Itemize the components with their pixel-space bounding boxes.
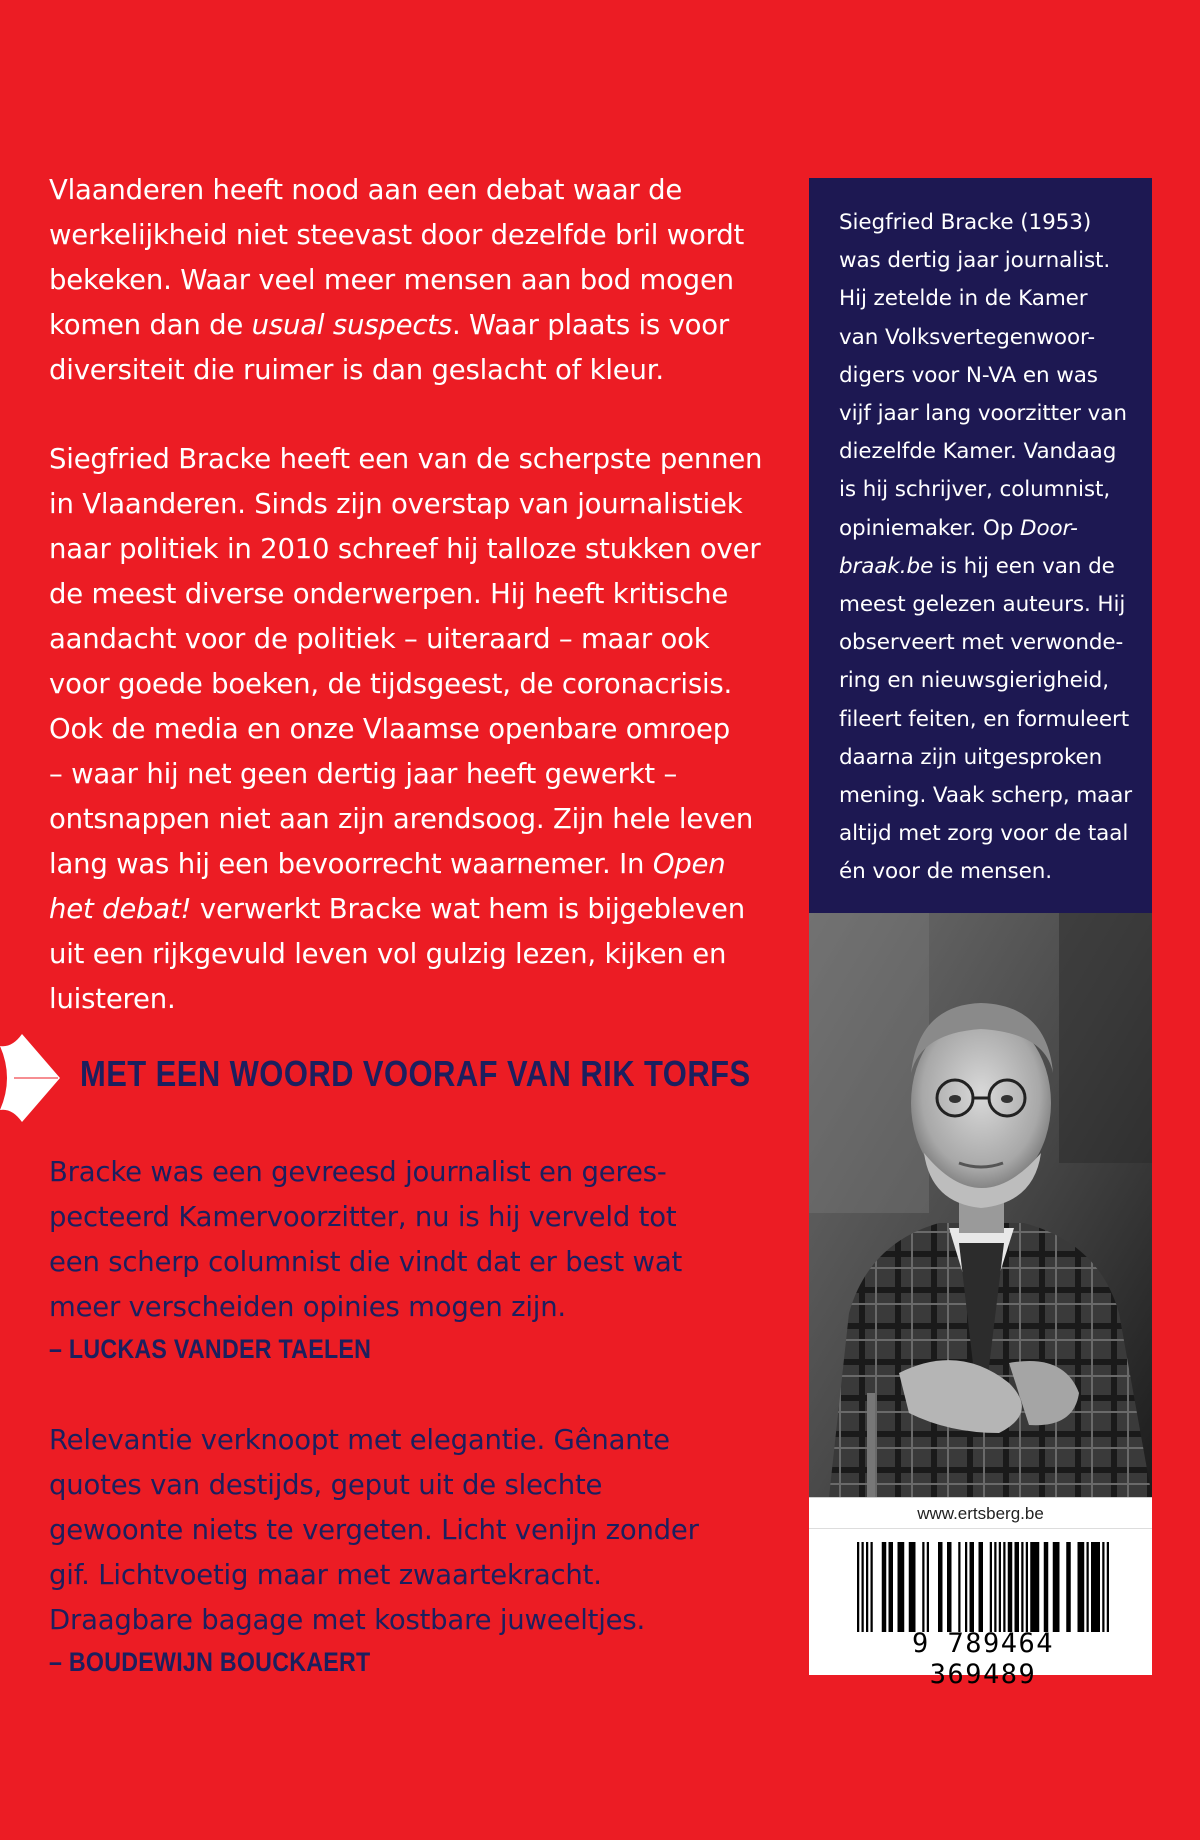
barcode-bar — [1091, 1542, 1100, 1632]
bio-line-14: daarna zijn uitgesproken — [839, 744, 1103, 770]
intro-line-4: diversiteit die ruimer is dan geslacht of kleur. — [49, 354, 664, 386]
foreword-heading: MET EEN WOORD VOORAF VAN RIK TORFS — [80, 1053, 751, 1094]
barcode-bar — [970, 1542, 975, 1632]
intro-paragraph — [49, 168, 769, 393]
description-line-3: de meest diverse onderwerpen. Hij heeft kritische — [49, 578, 729, 610]
bio-line-8: opiniemaker. Op Door- — [839, 515, 1078, 541]
bio-line-16: altijd met zorg voor de taal — [839, 821, 1129, 847]
barcode-bar — [889, 1542, 894, 1632]
barcode-bar — [927, 1542, 929, 1632]
barcode-bar — [994, 1542, 996, 1632]
barcode-bar — [979, 1542, 984, 1632]
main-column — [49, 168, 769, 1022]
description-line-5: voor goede boeken, de tijdsgeest, de coronacrisis. — [49, 668, 733, 700]
barcode-bar — [990, 1542, 992, 1632]
barcode-bar — [999, 1542, 1001, 1632]
bio-line-10: meest gelezen auteurs. Hij — [839, 592, 1126, 618]
description-line-2: naar politiek in 2010 schreef hij talloze stukken over — [49, 533, 761, 565]
isbn-barcode — [857, 1542, 1109, 1632]
barcode-bar — [965, 1542, 967, 1632]
barcode-bar — [862, 1542, 864, 1632]
sidebar-column — [809, 178, 1152, 1690]
barcode-bar — [857, 1542, 859, 1632]
quote-1-line-4: Draagbare bagage met kostbare juweeltjes. — [49, 1604, 646, 1636]
bio-line-4: digers voor N-VA en was — [839, 362, 1098, 388]
publisher-website: www.ertsberg.be — [917, 1504, 1044, 1523]
description-line-0: Siegfried Bracke heeft een van de scherpste pennen — [49, 443, 763, 475]
bio-line-1: was dertig jaar journalist. — [839, 248, 1111, 274]
quote-block-2 — [49, 1418, 769, 1678]
bio-line-17: én voor de mensen. — [839, 859, 1052, 885]
description-line-7: – waar hij net geen dertig jaar heeft gewerkt – — [49, 758, 678, 790]
barcode-bar — [1030, 1542, 1039, 1632]
intro-line-3: komen dan de usual suspects. Waar plaats is voor — [49, 309, 730, 341]
barcode-bar — [922, 1542, 924, 1632]
quote-author: – LUCKAS VANDER TAELEN — [49, 1334, 372, 1364]
divider — [809, 1528, 1152, 1529]
barcode-bar — [898, 1542, 905, 1632]
description-line-11: uit een rijkgevuld leven vol gulzig lezen, kijken en — [49, 938, 727, 970]
barcode-bar — [1026, 1542, 1028, 1632]
quote-1-line-2: gewoonte niets te vergeten. Licht venijn zonder — [49, 1514, 699, 1546]
description-paragraph — [49, 437, 769, 1022]
barcode-bar — [866, 1542, 868, 1632]
bio-line-5: vijf jaar lang voorzitter van — [839, 401, 1127, 427]
barcode-bar — [1008, 1542, 1013, 1632]
isbn-number: 9 789464 369489 — [911, 1628, 1055, 1690]
barcode-bar — [1107, 1542, 1109, 1632]
barcode-bar — [1053, 1542, 1060, 1632]
quote-0-line-3: meer verscheiden opinies mogen zijn. — [49, 1291, 566, 1323]
barcode-bar — [1015, 1542, 1020, 1632]
barcode-bar — [1003, 1542, 1005, 1632]
barcode-bar — [1078, 1542, 1085, 1632]
barcode-bar — [958, 1542, 960, 1632]
barcode-bar — [938, 1542, 943, 1632]
quote-0-line-0: Bracke was een gevreesd journalist en geres- — [49, 1156, 667, 1188]
description-line-12: luisteren. — [49, 983, 176, 1015]
bio-line-12: ring en nieuwsgierigheid, — [839, 668, 1109, 694]
bio-line-6: diezelfde Kamer. Vandaag — [839, 439, 1117, 465]
author-bio-box — [809, 178, 1152, 913]
intro-line-1: werkelijkheid niet steevast door dezelfde bril wordt — [49, 219, 745, 251]
quote-0-line-2: een scherp columnist die vindt dat er best wat — [49, 1246, 683, 1278]
author-photo — [809, 913, 1152, 1497]
barcode-bar — [1044, 1542, 1049, 1632]
quote-text — [49, 1418, 769, 1643]
bio-line-15: mening. Vaak scherp, maar — [839, 783, 1133, 809]
bio-line-7: is hij schrijver, columnist, — [839, 477, 1111, 503]
quote-block-1 — [49, 1150, 769, 1365]
arrow-marker-icon — [0, 1028, 64, 1128]
bio-line-11: observeert met verwonde- — [839, 630, 1124, 656]
barcode-bar — [1021, 1542, 1023, 1632]
bio-line-0: Siegfried Bracke (1953) — [839, 210, 1092, 235]
quote-1-line-0: Relevantie verknoopt met elegantie. Gênante — [49, 1424, 670, 1456]
quote-author: – BOUDEWIJN BOUCKAERT — [49, 1647, 371, 1677]
intro-line-0: Vlaanderen heeft nood aan een debat waar de — [49, 174, 683, 206]
barcode-bar — [909, 1542, 916, 1632]
description-line-10: het debat! verwerkt Bracke wat hem is bijgebleven — [49, 893, 745, 925]
barcode-bar — [947, 1542, 952, 1632]
barcode-bar — [871, 1542, 873, 1632]
quote-text — [49, 1150, 769, 1330]
intro-line-2: bekeken. Waar veel meer mensen aan bod mogen — [49, 264, 734, 296]
barcode-panel — [809, 1497, 1152, 1690]
author-bio-text — [839, 204, 1134, 892]
bio-line-13: fileert feiten, en formuleert — [839, 706, 1130, 732]
quote-1-line-3: gif. Lichtvoetig maar met zwaartekracht. — [49, 1559, 602, 1591]
barcode-bar — [1087, 1542, 1089, 1632]
quote-0-line-1: pecteerd Kamervoorzitter, nu is hij verveld tot — [49, 1201, 677, 1233]
description-line-4: aandacht voor de politiek – uiteraard – maar ook — [49, 623, 710, 655]
barcode-bar — [1102, 1542, 1104, 1632]
quote-1-line-1: quotes van destijds, geput uit de slechte — [49, 1469, 603, 1501]
description-line-6: Ook de media en onze Vlaamse openbare omroep — [49, 713, 731, 745]
barcode-bar — [1066, 1542, 1071, 1632]
bio-line-9: braak.be is hij een van de — [839, 553, 1115, 579]
description-line-9: lang was hij een bevoorrecht waarnemer. In Open — [49, 848, 726, 880]
barcode-bar — [882, 1542, 887, 1632]
description-line-8: ontsnappen niet aan zijn arendsoog. Zijn hele leven — [49, 803, 754, 835]
bio-line-3: van Volksvertegenwoor- — [839, 324, 1096, 350]
description-line-1: in Vlaanderen. Sinds zijn overstap van journalistiek — [49, 488, 743, 520]
bio-line-2: Hij zetelde in de Kamer — [839, 286, 1088, 312]
